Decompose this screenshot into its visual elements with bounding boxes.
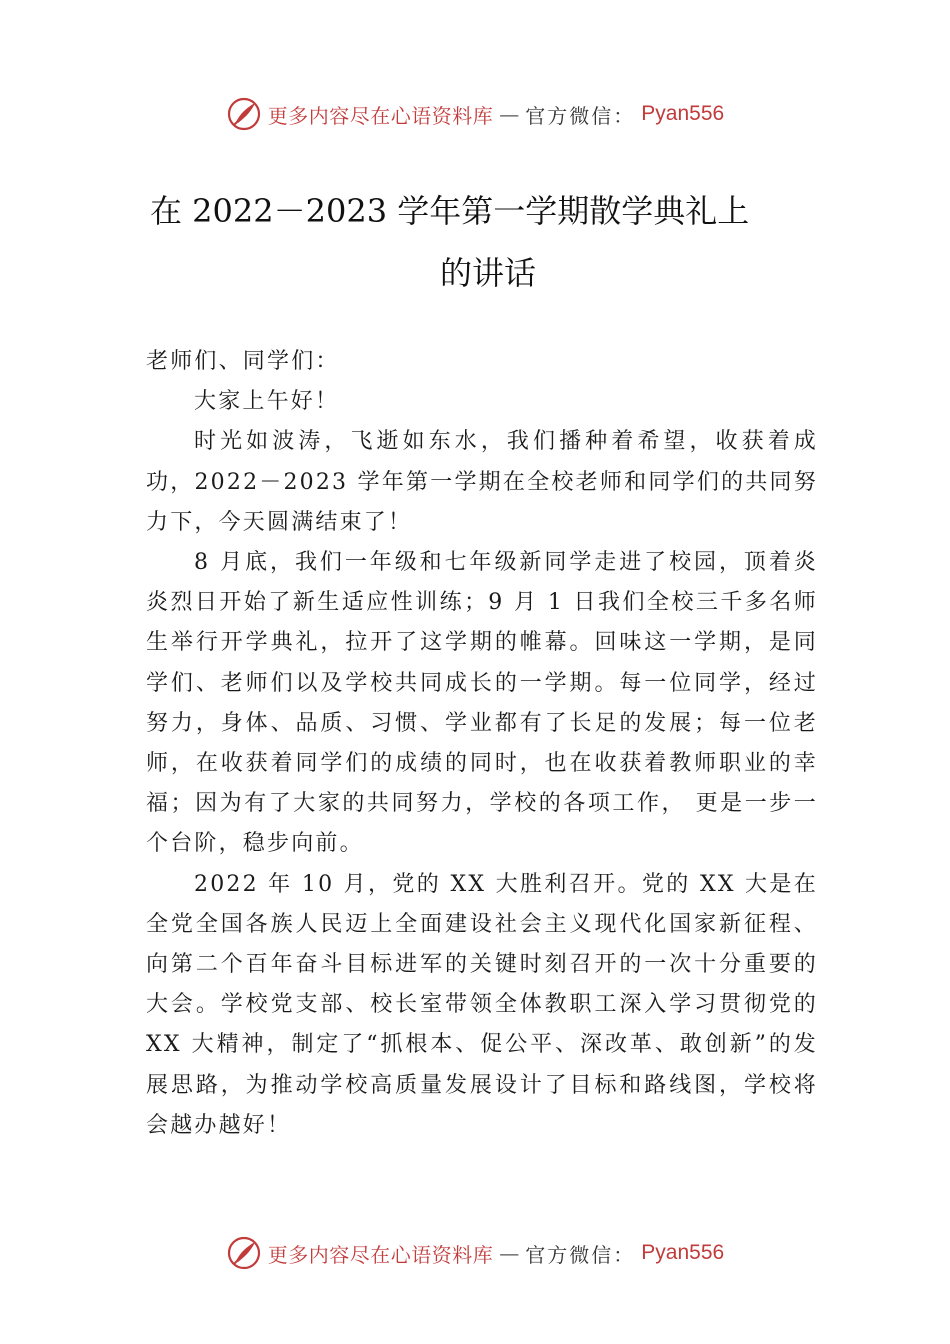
watermark-wechat-label: 官方微信： xyxy=(525,1242,636,1267)
watermark-wechat-id: Pyan556 xyxy=(641,102,725,125)
watermark-dash: — xyxy=(499,102,520,126)
paragraph: 时光如波涛，飞逝如东水，我们播种着希望，收获着成功，2022－2023 学年第一学期在全校老师和同学们的共同努力下，今天圆满结束了！ xyxy=(146,429,818,535)
page-title-line-1: 在 2022－2023 学年第一学期散学典礼上 xyxy=(150,192,750,230)
footer-watermark xyxy=(0,1233,950,1273)
watermark-wechat-id: Pyan556 xyxy=(641,1241,725,1264)
header-watermark xyxy=(0,94,950,134)
quill-logo-icon xyxy=(226,96,262,132)
salutation: 老师们、同学们： xyxy=(146,349,340,374)
paragraph: 8 月底，我们一年级和七年级新同学走进了校园，顶着炎炎烈日开始了新生适应性训练；9 月 1 日我们全校三千多名师生举行开学典礼，拉开了这学期的帷幕。回味这一学期，是同学们、老师们以及学校共同成长的一学期。每一位同学，经过努力，身体、品质、习惯、学业都有了长足的发展；每一位老师，在收获着同学们的成绩的同时，也在收获着教师职业的幸福；因为有了大家的共同努力，学校的各项工作， 更是一步一个台阶，稳步向前。 xyxy=(146,550,818,857)
quill-logo-icon xyxy=(226,1235,262,1271)
watermark-prefix: 更多内容尽在心语资料库 xyxy=(267,1242,494,1267)
paragraph: 2022 年 10 月，党的 XX 大胜利召开。党的 XX 大是在全党全国各族人民迈上全面建设社会主义现代化国家新征程、向第二个百年奋斗目标进军的关键时刻召开的一次十分重要的大会。学校党支部、校长室带领全体教职工深入学习贯彻党的 XX 大精神，制定了“抓根本、促公平、深改革、敢创新”的发展思路，为推动学校高质量发展设计了目标和路线图，学校将会越办越好！ xyxy=(146,871,818,1138)
page-title-line-2: 的讲话 xyxy=(440,254,537,292)
document-body xyxy=(146,342,818,1146)
watermark-prefix: 更多内容尽在心语资料库 xyxy=(267,103,494,128)
watermark-wechat-label: 官方微信： xyxy=(525,103,636,128)
watermark-dash: — xyxy=(499,1241,520,1265)
greeting: 大家上午好！ xyxy=(194,389,340,415)
